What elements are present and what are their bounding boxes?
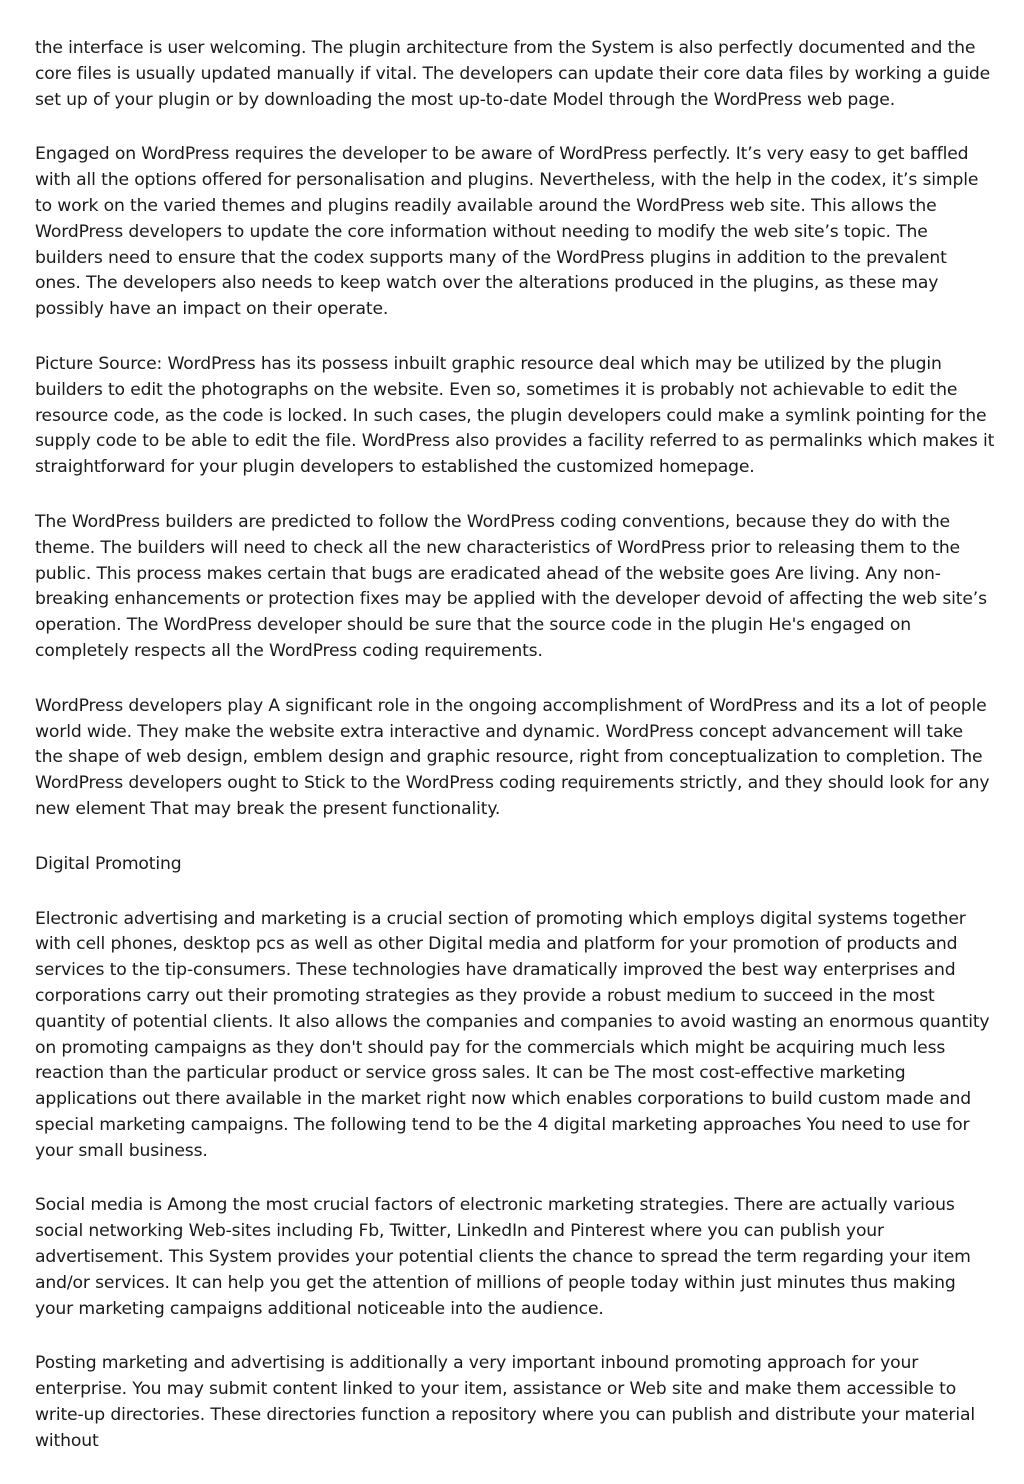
paragraph-coding-conventions: The WordPress builders are predicted to follow the WordPress coding conventions, because they do with the theme. The builders will need to check all the new characteristics of WordPress prior to releasing them to the public. This process makes certain that bugs are eradicated ahead of the website goes Are living. Any non-breaking enhancements or protection fixes may be applied with the developer devoid of affecting the web site’s operation. The WordPress developer should be sure that the source code in the plugin He's engaged on completely respects all the WordPress coding requirements. (35, 511, 987, 661)
paragraph-social-media: Social media is Among the most crucial factors of electronic marketing strategies. There are actually various social networking Web-sites including Fb, Twitter, LinkedIn and Pinterest where you can publish your advertisement. This System provides your potential clients the chance to spread the term regarding your item and/or services. It can help you get the attention of millions of people today within just minutes thus making your marketing campaigns additional noticeable into the audience. (35, 1195, 971, 1319)
section-heading-digital-promoting: Digital Promoting (35, 853, 182, 874)
paragraph-electronic-advertising: Electronic advertising and marketing is a crucial section of promoting which employs digital systems together with cell phones, desktop pcs as well as other Digital media and platform for your promotion of products and services to the tip-consumers. These technologies have dramatically improved the best way enterprises and corporations carry out their promoting strategies as they provide a robust medium to succeed in the most quantity of potential clients. It also allows the companies and companies to avoid wasting an enormous quantity on promoting campaigns as they don't should pay for the commercials which might be acquiring much less reaction than the particular product or service gross sales. It can be The most cost-effective marketing applications out there available in the market right now which enables corporations to build custom made and special marketing campaigns. The following tend to be the 4 digital marketing approaches You need to use for your small business. (35, 908, 990, 1161)
document-body (35, 36, 995, 1484)
paragraph-developers-role: WordPress developers play A significant role in the ongoing accomplishment of WordPress and its a lot of people world wide. They make the website extra interactive and dynamic. WordPress concept advancement will take the shape of web design, emblem design and graphic resource, right from conceptualization to completion. The WordPress developers ought to Stick to the WordPress coding requirements strictly, and they should look for any new element That may break the present functionality. (35, 695, 990, 819)
paragraph-posting-marketing: Posting marketing and advertising is additionally a very important inbound promoting approach for your enterprise. You may submit content linked to your item, assistance or Web site and make them accessible to write-up directories. These directories function a repository where you can publish and distribute your material without (35, 1353, 975, 1451)
paragraph-picture-source: Picture Source: WordPress has its possess inbuilt graphic resource deal which may be utilized by the plugin builders to edit the photographs on the website. Even so, sometimes it is probably not achievable to edit the resource code, as the code is locked. In such cases, the plugin developers could make a symlink pointing for the supply code to be able to edit the file. WordPress also provides a facility referred to as permalinks which makes it straightforward for your plugin developers to established the customized homepage. (35, 353, 995, 478)
paragraph-engaged-on-wordpress: Engaged on WordPress requires the developer to be aware of WordPress perfectly. It’s very easy to get baffled with all the options offered for personalisation and plugins. Nevertheless, with the help in the codex, it’s simple to work on the varied themes and plugins readily available around the WordPress web site. This allows the WordPress developers to update the core information without needing to modify the web site’s topic. The builders need to ensure that the codex supports many of the WordPress plugins in addition to the prevalent ones. The developers also needs to keep watch over the alterations produced in the plugins, as these may possibly have an impact on their operate. (35, 144, 979, 320)
paragraph-plugin-architecture: the interface is user welcoming. The plugin architecture from the System is also perfectly documented and the core files is usually updated manually if vital. The developers can update their core data files by working a guide set up of your plugin or by downloading the most up-to-date Model through the WordPress web page. (35, 38, 991, 110)
